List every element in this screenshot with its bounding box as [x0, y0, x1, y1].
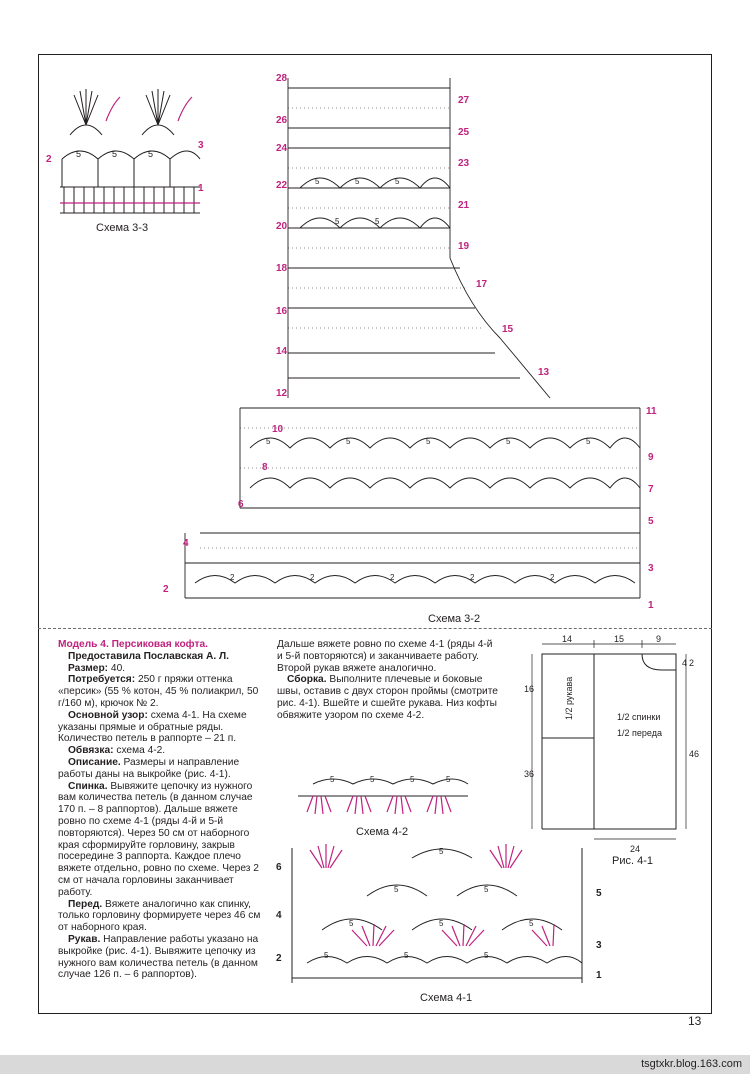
c32-row-25: 25: [458, 127, 470, 138]
size-value: 40.: [108, 662, 126, 674]
fig-back-label: 1/2 спинки: [617, 712, 661, 722]
size-label: Размер:: [68, 662, 109, 674]
schema-4-1-diagram: [282, 838, 592, 988]
c41-row-3: 3: [596, 940, 602, 951]
c32-stitch-2d: 2: [470, 573, 475, 582]
c32-row-14: 14: [276, 346, 288, 357]
c32-stitch-2c: 2: [390, 573, 395, 582]
back-value: Вывяжите цепочку из нужного вам количества петель (в данном случае 170 п. – 8 раппортов). Дальше вяжете ровно по схеме 4-1 (ряды 4-й и 5-й повторяются). Через 50 см от наборного края сформируйте горловину, закрыв посередине 3 раппорта. Каждое плечо вяжете отдельно, ровно по схеме. Через 2 см от начала горловины заканчивает работу.: [58, 780, 259, 898]
c32-row-17: 17: [476, 279, 488, 290]
c41-stitch-5i: 5: [439, 847, 444, 856]
assembly-label: Сборка.: [287, 674, 327, 686]
c33-stitch-5a: 5: [76, 149, 82, 159]
schema-4-2-diagram: [293, 772, 473, 820]
c41-stitch-5d: 5: [349, 919, 354, 928]
needs-value: 250 г пряжи оттенка «персик» (55 % котон, 45 % полиакрил, 50 г/160 м), крючок № 2.: [58, 674, 259, 709]
fig-dim-14: 14: [562, 634, 573, 644]
main-pattern-label: Основной узор:: [68, 709, 148, 721]
c32-row-22: 22: [276, 180, 288, 191]
c41-stitch-5e: 5: [439, 919, 444, 928]
c33-row-3: 3: [198, 140, 204, 151]
c32-stitch-5c: 5: [395, 177, 400, 186]
author-line: Предоставила Пославская А. Л.: [68, 650, 230, 662]
c32-row-8: 8: [262, 462, 268, 473]
c32-row-27: 27: [458, 95, 470, 106]
c41-stitch-5a: 5: [324, 951, 329, 960]
assembly-value: Выполните плечевые и боковые швы, оставив с двух сторон проймы (смотрите рис. 4-1). Вшейте и сшейте рукава. Низ кофты обвяжите узором по схеме 4-2.: [277, 674, 498, 721]
fig-dim-24: 24: [630, 844, 641, 854]
c41-stitch-5h: 5: [484, 885, 489, 894]
c32-row-4: 4: [183, 538, 189, 549]
c32-stitch-2a: 2: [230, 573, 235, 582]
c32-stitch-5a: 5: [315, 177, 320, 186]
c32-row-20: 20: [276, 221, 288, 232]
c41-stitch-5g: 5: [394, 885, 399, 894]
main-pattern-value: схема 4-1. На схеме указаны прямые и обратные ряды. Количество петель в раппорте – 21 п.: [58, 709, 247, 745]
c41-stitch-5c: 5: [484, 951, 489, 960]
schema-3-2-caption: Схема 3-2: [428, 613, 481, 625]
schema-3-2-diagram: [170, 68, 650, 613]
c32-row-24: 24: [276, 143, 288, 154]
c32-row-28: 28: [276, 73, 288, 84]
c32-row-5: 5: [648, 516, 654, 527]
c33-row-2: 2: [46, 154, 52, 165]
edge-para: [58, 745, 266, 757]
c32-row-1: 1: [648, 600, 654, 611]
c32-row-19: 19: [458, 241, 470, 252]
c32-row-3: 3: [648, 563, 654, 574]
c41-stitch-5f: 5: [529, 919, 534, 928]
c32-stitch-5e: 5: [375, 217, 380, 226]
fig-dim-46: 46: [689, 749, 700, 759]
text-column-1: [58, 639, 266, 981]
c32-row-9: 9: [648, 452, 654, 463]
fig-dim-2: 2: [689, 658, 695, 668]
c32-stitch-2b: 2: [310, 573, 315, 582]
col2-para-1: Дальше вяжете ровно по схеме 4-1 (ряды 4-й и 5-й повторяются) и заканчиваете работу. Второй рукав вяжете аналогично.: [277, 639, 493, 674]
needs-para: [58, 674, 266, 709]
c41-row-5: 5: [596, 888, 602, 899]
sleeve-value: Направление работы указано на выкройке (рис. 4-1). Вывяжите цепочку из нужного вам количества петель (в данном случае 126 п. – 6 раппортов).: [58, 933, 259, 981]
schema-4-2-caption: Схема 4-2: [356, 826, 409, 838]
c32-row-18: 18: [276, 263, 288, 274]
fig-dim-15: 15: [614, 634, 625, 644]
desc-value: Размеры и направление работы даны на выкройке (рис. 4-1).: [58, 756, 240, 780]
c42-stitch-5b: 5: [370, 775, 375, 784]
c32-stitch-5b: 5: [355, 177, 360, 186]
c41-row-4: 4: [276, 910, 282, 921]
fig-sleeve-label: 1/2 рукава: [564, 676, 574, 720]
desc-para: [58, 757, 266, 781]
c32-row-6: 6: [238, 499, 244, 510]
assembly-para: [277, 674, 499, 721]
fig-dim-4: 4: [682, 658, 688, 668]
c42-stitch-5a: 5: [330, 775, 335, 784]
pattern-figure: [522, 632, 702, 872]
desc-label: Описание.: [68, 756, 121, 768]
c32-row-12: 12: [276, 388, 288, 399]
edge-label: Обвязка:: [68, 745, 114, 757]
c32-row-13: 13: [538, 367, 550, 378]
c32-row-16: 16: [276, 306, 288, 317]
sleeve-para: [58, 934, 266, 981]
c32-row-7: 7: [648, 484, 654, 495]
schema-3-3-caption: Схема 3-3: [96, 222, 149, 234]
section-divider: [38, 628, 712, 629]
back-label: Спинка.: [68, 780, 108, 792]
fig-dim-9: 9: [656, 634, 662, 644]
c41-row-2: 2: [276, 953, 282, 964]
front-value: Вяжете аналогично как спинку, только горловину формируете через 46 см от наборного края.: [58, 898, 261, 934]
watermark-strip: [0, 1055, 750, 1074]
fig-dim-36: 36: [524, 769, 535, 779]
c32-row-15: 15: [502, 324, 514, 335]
c33-stitch-5b: 5: [112, 149, 118, 159]
c33-stitch-5c: 5: [148, 149, 154, 159]
c32-row-26: 26: [276, 115, 288, 126]
c32-row-2: 2: [163, 584, 169, 595]
c32-stitch-2e: 2: [550, 573, 555, 582]
sleeve-label: Рукав.: [68, 933, 101, 945]
size-para: [58, 663, 266, 675]
page-number: 13: [688, 1014, 702, 1028]
text-column-2: [277, 639, 499, 722]
c32-row-23: 23: [458, 158, 470, 169]
c33-row-1: 1: [198, 183, 204, 194]
c32-stitch-5i: 5: [506, 437, 511, 446]
back-para: [58, 781, 266, 899]
c42-stitch-5d: 5: [446, 775, 451, 784]
c41-stitch-5b: 5: [404, 951, 409, 960]
fig-dim-16: 16: [524, 684, 535, 694]
front-para: [58, 899, 266, 934]
c32-row-11: 11: [646, 406, 657, 417]
c41-row-1: 1: [596, 970, 602, 981]
fig-front-label: 1/2 переда: [617, 728, 662, 738]
c41-row-6: 6: [276, 862, 282, 873]
c32-stitch-5g: 5: [346, 437, 351, 446]
c32-stitch-5d: 5: [335, 217, 340, 226]
c42-stitch-5c: 5: [410, 775, 415, 784]
front-label: Перед.: [68, 898, 103, 910]
model-title: Модель 4. Персиковая кофта.: [58, 639, 208, 650]
c32-stitch-5f: 5: [266, 437, 271, 446]
c32-stitch-5h: 5: [426, 437, 431, 446]
c32-row-21: 21: [458, 200, 470, 211]
main-pattern-para: [58, 710, 266, 745]
fig-4-1-caption: Рис. 4-1: [612, 855, 653, 867]
edge-value: схема 4-2.: [113, 745, 166, 757]
needs-label: Потребуется:: [68, 674, 136, 686]
c32-row-10: 10: [272, 424, 284, 435]
schema-4-1-caption: Схема 4-1: [420, 992, 473, 1004]
watermark-text: tsgtxkr.blog.163.com: [641, 1058, 742, 1070]
c32-stitch-5j: 5: [586, 437, 591, 446]
